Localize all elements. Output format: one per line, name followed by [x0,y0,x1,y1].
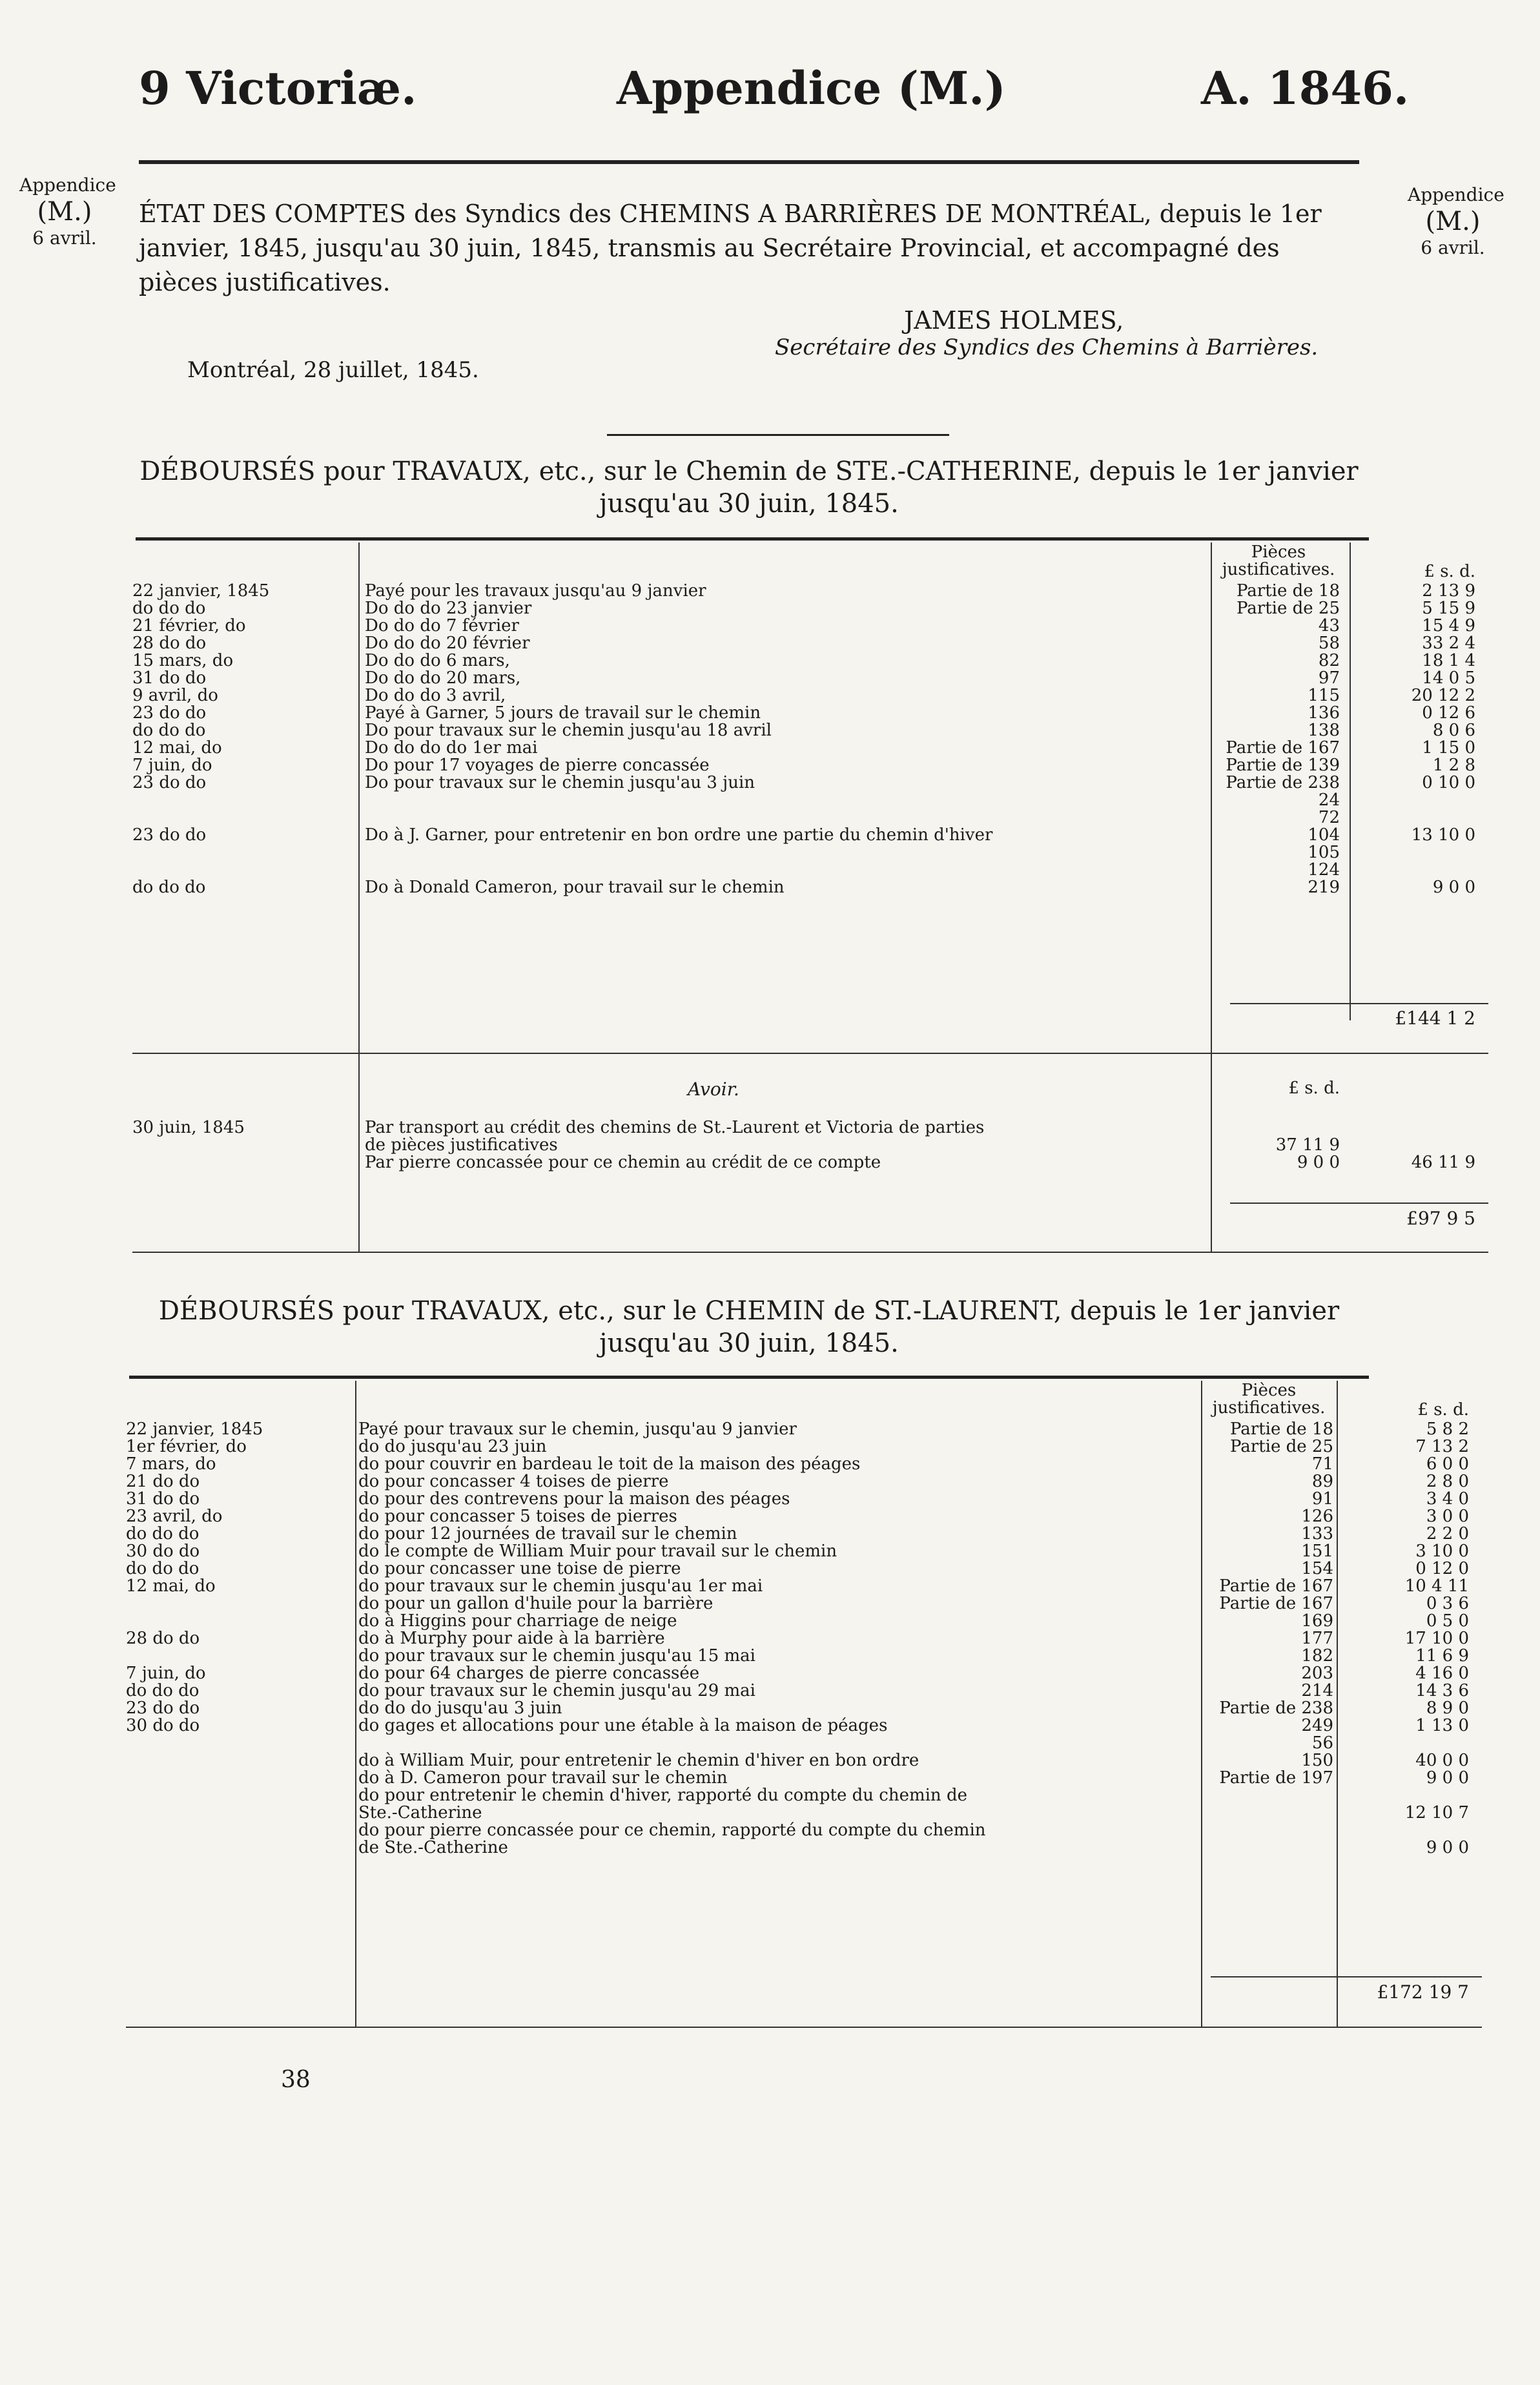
side-label-left [19,174,116,249]
side-label-right [1408,184,1504,258]
cell-voucher: Partie de 167 [1226,738,1340,758]
cell-desc: do à D. Cameron pour travail sur le chemin [358,1770,728,1787]
table-row [132,600,1488,617]
cell-voucher: 9 0 0 [1297,1153,1340,1172]
cell-voucher: 37 11 9 [1275,1135,1340,1155]
cell-voucher: 115 [1308,686,1340,705]
cell-date: 31 do do [132,668,207,688]
cell-date: 9 avril, do [132,686,218,705]
cell-amount: 1 15 0 [1422,738,1475,758]
cell-amount: 3 10 0 [1415,1542,1469,1561]
cell-voucher: 97 [1318,668,1340,688]
cell-date: 12 mai, do [132,738,222,758]
table-row [126,1560,1482,1578]
table-row [132,617,1488,635]
cell-desc: do le compte de William Muir pour travail sur le chemin [358,1543,837,1560]
cell-amount: 14 0 5 [1422,668,1475,688]
table-row [126,1839,1482,1857]
table-row [132,844,1488,862]
table-row [132,635,1488,652]
cell-amount: 46 11 9 [1411,1153,1475,1172]
side-label-line3: 6 avril. [1421,236,1485,258]
cell-desc: do pour couvrir en bardeau le toit de la maison des péages [358,1456,861,1473]
table-row [132,827,1488,844]
section1-col-voucher: Pièces justificatives. [1222,542,1335,579]
cell-date: 30 do do [126,1542,200,1561]
table-row [126,1491,1482,1508]
cell-voucher: 24 [1318,790,1340,810]
table-row [126,1804,1482,1822]
intro-text: ÉTAT DES COMPTES des Syndics des CHEMINS A BARRIÈRES DE MONTRÉAL, depuis le 1er janvier, 1845, jusqu'au 30 juin, 1845, transmis au Secrétaire Provincial, et accompagné des pièces justificatives. [139,200,1322,297]
cell-date: 22 janvier, 1845 [126,1420,263,1439]
cell-desc: Do do do 6 mars, [365,652,510,670]
cell-voucher: 150 [1301,1751,1333,1770]
intro-place-date: Montréal, 28 juillet, 1845. [187,357,479,383]
table-row [126,1456,1482,1473]
cell-voucher: 104 [1308,825,1340,845]
cell-amount: 2 2 0 [1426,1524,1469,1544]
cell-date: do do do [132,599,206,618]
cell-voucher: Partie de 25 [1236,599,1340,618]
table-row [132,774,1488,792]
cell-desc: do do jusqu'au 23 juin [358,1438,547,1456]
cell-desc: do pour 64 charges de pierre concassée [358,1665,700,1682]
table-row [132,809,1488,827]
cell-date: 7 juin, do [126,1664,206,1683]
cell-desc: do pour concasser une toise de pierre [358,1560,681,1578]
cell-voucher: 133 [1301,1524,1333,1544]
cell-amount: 5 15 9 [1422,599,1475,618]
cell-amount: 33 2 4 [1422,634,1475,653]
cell-desc: Ste.-Catherine [358,1804,482,1822]
cell-voucher: Partie de 167 [1219,1576,1333,1596]
cell-desc: do pour 12 journées de travail sur le chemin [358,1525,737,1543]
cell-amount: 2 13 9 [1422,581,1475,601]
table-row [132,862,1488,879]
cell-desc: Do à Donald Cameron, pour travail sur le chemin [365,879,785,896]
cell-voucher: 203 [1301,1664,1333,1683]
cell-amount: 3 0 0 [1426,1507,1469,1526]
cell-amount: 0 3 6 [1426,1594,1469,1613]
section2-total: £172 19 7 [1377,1981,1469,2003]
header-right: A. 1846. [1201,61,1410,115]
table-row [126,1438,1482,1456]
cell-date: 1er février, do [126,1437,247,1456]
table-row [126,1508,1482,1525]
cell-desc: Do do do 7 février [365,617,519,635]
table-row [126,1700,1482,1717]
table-row [126,1717,1482,1735]
section2-bottom-rule [126,2027,1482,2028]
cell-voucher: Partie de 238 [1219,1698,1333,1718]
cell-voucher: 89 [1311,1472,1333,1491]
table-row [132,879,1488,896]
cell-date: do do do [132,878,206,897]
cell-amount: 8 0 6 [1432,721,1475,740]
cell-amount: 20 12 2 [1411,686,1475,705]
cell-amount: 1 13 0 [1415,1716,1469,1735]
side-label-line3: 6 avril. [32,227,97,249]
table-row [132,652,1488,670]
cell-date: 28 do do [126,1629,200,1648]
section1-avoir-label: Avoir. [688,1079,739,1100]
section2-title: DÉBOURSÉS pour TRAVAUX, etc., sur le CHEMIN de ST.-LAURENT, depuis le 1er janvier jusqu'au 30 juin, 1845. [158,1296,1340,1358]
cell-voucher: 138 [1308,721,1340,740]
cell-amount: 9 0 0 [1426,1838,1469,1857]
table-row [132,1137,1488,1154]
cell-desc: do pour entretenir le chemin d'hiver, rapporté du compte du chemin de [358,1787,967,1804]
cell-amount: 4 16 0 [1415,1664,1469,1683]
section1-avoir-rows [132,1119,1488,1184]
table-row [126,1822,1482,1839]
section2-total-rule [1211,1976,1482,1977]
cell-amount: 5 8 2 [1426,1420,1469,1439]
header-left: 9 Victoriæ. [139,61,417,115]
cell-desc: do pour travaux sur le chemin jusqu'au 29 mai [358,1682,755,1700]
cell-desc: do gages et allocations pour une étable à la maison de péages [358,1717,888,1735]
table-row [126,1735,1482,1752]
cell-voucher: Partie de 18 [1236,581,1340,601]
cell-date: 23 do do [132,773,207,792]
section1-rows [132,583,1488,944]
side-label-line1: Appendice [1408,184,1504,205]
cell-voucher: 154 [1301,1559,1333,1578]
cell-desc: de pièces justificatives [365,1137,558,1154]
cell-voucher: 43 [1318,616,1340,635]
cell-voucher: 182 [1301,1646,1333,1666]
cell-amount: 6 0 0 [1426,1454,1469,1474]
section1-avoir-cols: £ s. d. [1288,1079,1340,1098]
table-row [126,1630,1482,1647]
page-number: 38 [281,2067,311,2093]
cell-amount: 40 0 0 [1415,1751,1469,1770]
cell-desc: Do do do 20 mars, [365,670,521,687]
cell-amount: 0 10 0 [1422,773,1475,792]
cell-voucher: Partie de 197 [1219,1768,1333,1788]
cell-date: 31 do do [126,1489,200,1509]
cell-voucher: Partie de 167 [1219,1594,1333,1613]
cell-amount: 3 4 0 [1426,1489,1469,1509]
section1-table [132,542,1475,1259]
table-row [132,583,1488,600]
cell-desc: Do do do 23 janvier [365,600,532,617]
intro-rule [607,434,949,436]
cell-amount: 0 12 0 [1415,1559,1469,1578]
cell-amount: 7 13 2 [1415,1437,1469,1456]
cell-desc: Do pour 17 voyages de pierre concassée [365,757,710,774]
cell-amount: 18 1 4 [1422,651,1475,670]
cell-desc: Do do do do 1er mai [365,739,538,757]
cell-date: 21 do do [126,1472,200,1491]
cell-voucher: 136 [1308,703,1340,723]
table-row [126,1665,1482,1682]
table-row [132,757,1488,774]
cell-voucher: 58 [1318,634,1340,653]
cell-amount: 12 10 7 [1404,1803,1469,1822]
cell-date: 23 avril, do [126,1507,223,1526]
cell-voucher: 82 [1318,651,1340,670]
cell-desc: do pour travaux sur le chemin jusqu'au 1er mai [358,1578,763,1595]
table-row [126,1770,1482,1787]
section1-net-total: £97 9 5 [1406,1208,1475,1229]
cell-amount: 2 8 0 [1426,1472,1469,1491]
cell-desc: do pour concasser 4 toises de pierre [358,1473,669,1491]
side-label-line2: (M.) [1425,206,1481,236]
cell-date: 22 janvier, 1845 [132,581,270,601]
cell-desc: Do pour travaux sur le chemin jusqu'au 3 juin [365,774,755,792]
cell-date: 15 mars, do [132,651,234,670]
table-row [126,1525,1482,1543]
cell-desc: do pour pierre concassée pour ce chemin, rapporté du compte du chemin [358,1822,986,1839]
cell-desc: Payé pour travaux sur le chemin, jusqu'au 9 janvier [358,1421,797,1438]
section1-total-rule [1230,1003,1488,1004]
cell-desc: Do do do 20 février [365,635,530,652]
cell-amount: 17 10 0 [1404,1629,1469,1648]
table-row [126,1752,1482,1770]
cell-amount: 8 9 0 [1426,1698,1469,1718]
cell-amount: 13 10 0 [1411,825,1475,845]
cell-date: do do do [132,721,206,740]
cell-date: 30 do do [126,1716,200,1735]
cell-desc: do pour travaux sur le chemin jusqu'au 15 mai [358,1647,755,1665]
cell-voucher: 105 [1308,843,1340,862]
cell-desc: Do à J. Garner, pour entretenir en bon ordre une partie du chemin d'hiver [365,827,993,844]
table-row [132,1154,1488,1172]
cell-desc: do do do jusqu'au 3 juin [358,1700,562,1717]
table-row [126,1421,1482,1438]
section1-net-rule [1230,1203,1488,1204]
cell-date: 30 juin, 1845 [132,1118,245,1137]
cell-amount: 0 12 6 [1422,703,1475,723]
cell-voucher: 71 [1311,1454,1333,1474]
section2-col-voucher: Pièces justificatives. [1212,1381,1326,1418]
cell-voucher: 177 [1301,1629,1333,1648]
cell-desc: Do pour travaux sur le chemin jusqu'au 18 avril [365,722,772,739]
cell-date: do do do [126,1524,200,1544]
table-row [126,1613,1482,1630]
section1-bottom-rule [132,1252,1488,1253]
cell-desc: do pour concasser 5 toises de pierres [358,1508,677,1525]
cell-date: 12 mai, do [126,1576,216,1596]
intro-signer-title: Secrétaire des Syndics des Chemins à Barrières. [775,335,1319,360]
cell-date: 21 février, do [132,616,246,635]
cell-desc: Payé à Garner, 5 jours de travail sur le chemin [365,705,761,722]
side-label-line2: (M.) [37,196,92,227]
section2-top-rule [129,1376,1369,1379]
cell-desc: Payé pour les travaux jusqu'au 9 janvier [365,583,706,600]
section1-avoir-rule [132,1053,1488,1054]
table-row [126,1578,1482,1595]
table-row [132,722,1488,739]
cell-voucher: 214 [1301,1681,1333,1700]
table-row [132,670,1488,687]
cell-amount: 9 0 0 [1432,878,1475,897]
table-row [132,1119,1488,1137]
section2-rows [126,1421,1482,1866]
table-row [132,739,1488,757]
cell-voucher: Partie de 18 [1229,1420,1333,1439]
table-row [126,1473,1482,1491]
cell-voucher: 91 [1311,1489,1333,1509]
cell-amount: 15 4 9 [1422,616,1475,635]
table-row [126,1682,1482,1700]
cell-voucher: 72 [1318,808,1340,827]
cell-date: 23 do do [132,825,207,845]
table-row [132,792,1488,809]
table-row [132,705,1488,722]
cell-desc: de Ste.-Catherine [358,1839,508,1857]
cell-desc: do à Higgins pour charriage de neige [358,1613,677,1630]
header-center: Appendice (M.) [617,61,1006,115]
cell-voucher: 56 [1311,1733,1333,1753]
cell-voucher: Partie de 238 [1226,773,1340,792]
cell-amount: 10 4 11 [1404,1576,1469,1596]
cell-date: 23 do do [132,703,207,723]
cell-voucher: Partie de 139 [1226,756,1340,775]
cell-desc: do à William Muir, pour entretenir le chemin d'hiver en bon ordre [358,1752,919,1770]
cell-date: 7 juin, do [132,756,212,775]
table-row [126,1595,1482,1613]
cell-amount: 0 5 0 [1426,1611,1469,1631]
section2-table [126,1381,1469,2046]
cell-desc: do pour un gallon d'huile pour la barrière [358,1595,714,1613]
cell-voucher: 249 [1301,1716,1333,1735]
section2-col-amount: £ s. d. [1417,1400,1469,1420]
table-row [126,1543,1482,1560]
table-row [126,1787,1482,1804]
section1-total: £144 1 2 [1395,1007,1475,1029]
table-row [132,687,1488,705]
cell-voucher: 169 [1301,1611,1333,1631]
cell-date: do do do [126,1559,200,1578]
section1-col-amount: £ s. d. [1424,562,1475,581]
cell-desc: Par transport au crédit des chemins de St.-Laurent et Victoria de parties [365,1119,985,1137]
cell-voucher: Partie de 25 [1229,1437,1333,1456]
cell-amount: 1 2 8 [1432,756,1475,775]
cell-amount: 9 0 0 [1426,1768,1469,1788]
cell-voucher: 124 [1308,860,1340,880]
cell-voucher: 219 [1308,878,1340,897]
cell-desc: Par pierre concassée pour ce chemin au crédit de ce compte [365,1154,881,1172]
section1-top-rule [136,537,1369,541]
cell-date: 28 do do [132,634,207,653]
cell-date: 7 mars, do [126,1454,216,1474]
cell-voucher: 151 [1301,1542,1333,1561]
header-rule [139,160,1359,164]
section1-title: DÉBOURSÉS pour TRAVAUX, etc., sur le Chemin de STE.-CATHERINE, depuis le 1er janvier jusqu'au 30 juin, 1845. [139,457,1359,519]
cell-amount: 14 3 6 [1415,1681,1469,1700]
side-label-line1: Appendice [19,174,116,196]
cell-date: do do do [126,1681,200,1700]
intro-signer: JAMES HOLMES, [904,306,1124,335]
cell-voucher: 126 [1301,1507,1333,1526]
table-row [126,1647,1482,1665]
cell-desc: Do do do 3 avril, [365,687,506,705]
cell-desc: do à Murphy pour aide à la barrière [358,1630,665,1647]
cell-amount: 11 6 9 [1415,1646,1469,1666]
cell-desc: do pour des contrevens pour la maison des péages [358,1491,790,1508]
cell-date: 23 do do [126,1698,200,1718]
